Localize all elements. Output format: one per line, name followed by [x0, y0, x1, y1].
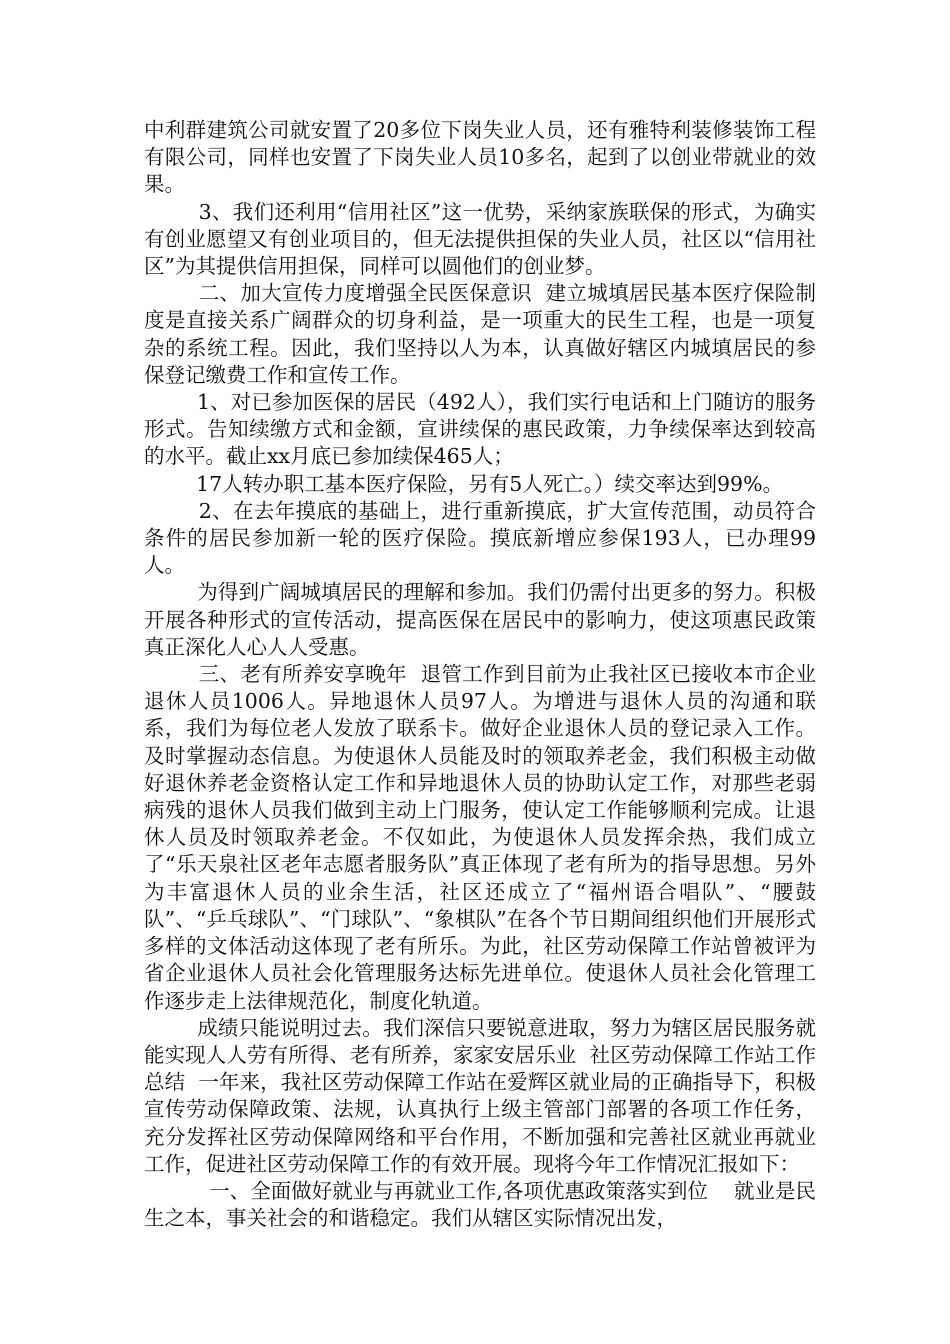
paragraph-1: 中利群建筑公司就安置了20多位下岗失业人员，还有雅特利装修装饰工程有限公司，同样也安置了下岗失业人员10多名，起到了以创业带就业的效果。	[144, 118, 816, 197]
paragraph-4: 1、对已参加医保的居民（492人），我们实行电话和上门随访的服务形式。告知续缴方式和金额，宣讲续保的惠民政策，力争续保率达到较高的水平。截止xx月底已参加续保465人；	[144, 390, 816, 469]
paragraph-6: 2、在去年摸底的基础上，进行重新摸底，扩大宣传范围，动员符合条件的居民参加新一轮的医疗保险。摸底新增应参保193人，已办理99人。	[144, 498, 816, 578]
paragraph-2: 3、我们还利用“信用社区”这一优势，采纳家族联保的形式，为确实有创业愿望又有创业项目的，但无法提供担保的失业人员，社区以“信用社区”为其提供信用担保，同样可以圆他们的创业梦。	[144, 199, 816, 279]
document-page	[144, 117, 816, 1232]
paragraph-7: 为得到广阔城填居民的理解和参加。我们仍需付出更多的努力。积极开展各种形式的宣传活动，提高医保在居民中的影响力，使这项惠民政策真正深化人心人人受惠。	[144, 580, 816, 659]
paragraph-10: 一、全面做好就业与再就业工作,各项优惠政策落实到位 就业是民生之本，事关社会的和谐稳定。我们从辖区实际情况出发，	[144, 1178, 816, 1231]
paragraph-3: 二、加大宣传力度增强全民医保意识 建立城填居民基本医疗保险制度是直接关系广阔群众的切身利益，是一项重大的民生工程，也是一项复杂的系统工程。因此，我们坚持以人为本，认真做好辖区内城填居民的参保登记缴费工作和宣传工作。	[144, 281, 816, 387]
paragraph-5: 17人转办职工基本医疗保险，另有5人死亡。）续交率达到99%。	[144, 471, 784, 496]
paragraph-8: 三、老有所养安享晚年 退管工作到目前为止我社区已接收本市企业退休人员1006人。异地退休人员97人。为增进与退休人员的沟通和联系，我们为每位老人发放了联系卡。做好企业退休人员的登记录入工作。及时掌握动态信息。为使退休人员能及时的领取养老金，我们积极主动做好退休养老金资格认定工作和异地退休人员的协助认定工作，对那些老弱病残的退休人员我们做到主动上门服务，使认定工作能够顺利完成。让退休人员及时领取养老金。不仅如此，为使退休人员发挥余热，我们成立了“乐天泉社区老年志愿者服务队”真正体现了老有所为的指导思想。另外为丰富退休人员的业余生活，社区还成立了“福州语合唱队”、“腰鼓队”、“乒乓球队”、“门球队”、“象棋队”在各个节日期间组织他们开展形式多样的文体活动这体现了老有所乐。为此，社区劳动保障工作站曾被评为省企业退休人员社会化管理服务达标先进单位。使退休人员社会化管理工作逐步走上法律规范化，制度化轨道。	[144, 662, 816, 1013]
paragraph-9: 成绩只能说明过去。我们深信只要锐意进取，努力为辖区居民服务就能实现人人劳有所得、老有所养，家家安居乐业 社区劳动保障工作站工作总结 一年来，我社区劳动保障工作站在爱辉区就业局的正确指导下，积极宣传劳动保障政策、法规，认真执行上级主管部门部署的各项工作任务，充分发挥社区劳动保障网络和平台作用，不断加强和完善社区就业再就业工作，促进社区劳动保障工作的有效开展。现将今年工作情况汇报如下：	[144, 1015, 816, 1176]
